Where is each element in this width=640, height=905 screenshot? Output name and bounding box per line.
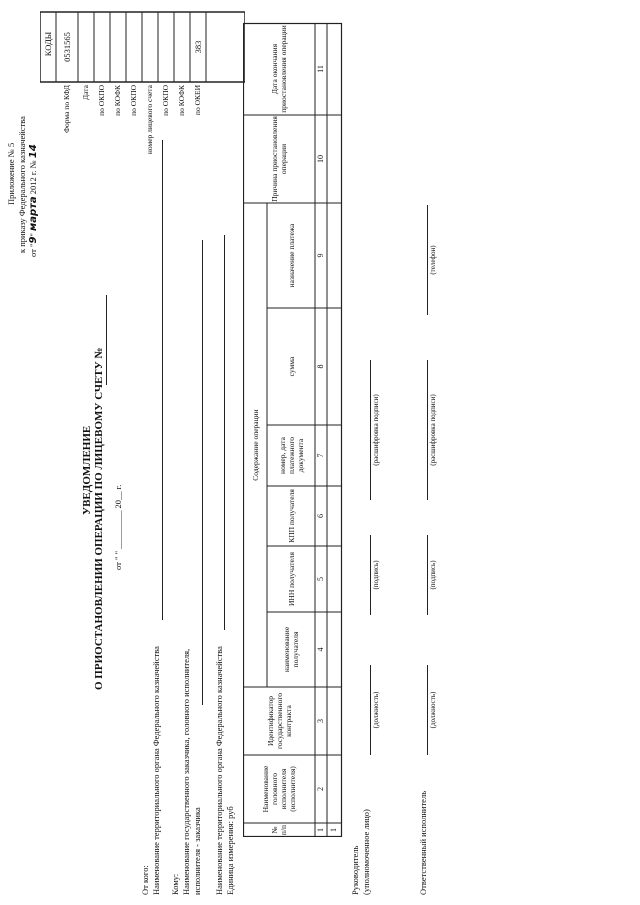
head-label: Руководитель — [350, 845, 360, 895]
col-header-purpose: назначение платежа — [286, 223, 296, 288]
codes-row-label: по КОФК — [113, 85, 122, 116]
codes-row-label: Дата — [81, 85, 90, 100]
unit-label: Единица измерения: руб — [225, 806, 235, 895]
doc-date-line: от " " _________ 20__ г. — [113, 484, 123, 570]
appendix-order: к приказу Федерального казначейства — [17, 116, 27, 253]
head-decode-caption: (расшифровка подписи) — [372, 394, 380, 466]
doc-title: УВЕДОМЛЕНИЕ — [81, 425, 93, 515]
from-org-label: Наименование территориального органа Федерального казначейства — [151, 646, 161, 895]
codes-row-label: номер лицевого счета — [145, 85, 154, 155]
doc-subtitle: О ПРИОСТАНОВЛЕНИИ ОПЕРАЦИИ ПО ЛИЦЕВОМУ СЧЕТУ № — [93, 347, 105, 690]
codes-row-value: 0531565 — [62, 32, 72, 62]
column-number: 4 — [316, 647, 325, 652]
column-number: 10 — [316, 155, 325, 163]
codes-header: КОДЫ — [43, 31, 53, 57]
to-customer-label: Наименование государственного заказчика, головного исполнителя, — [181, 648, 191, 895]
col-header-sum: сумма — [286, 356, 296, 377]
codes-row-label: по ОКПО — [129, 85, 138, 116]
codes-row-label: Форма по КФД — [62, 85, 71, 133]
row-number: 1 — [329, 828, 338, 832]
head-sublabel: (уполномоченное лицо) — [361, 809, 371, 895]
column-number: 3 — [316, 719, 325, 723]
col-header-kpp: КПП получателя — [286, 489, 296, 543]
column-number: 6 — [316, 514, 325, 518]
codes-row-label: по ОКПО — [161, 85, 170, 116]
column-number: 5 — [316, 577, 325, 581]
to-org-label: Наименование территориального органа Федерального казначейства — [214, 646, 224, 895]
col-header-no: № п/п — [270, 824, 288, 836]
column-number: 2 — [316, 787, 325, 791]
col-header-reason: Причина приостановления операции — [270, 116, 288, 202]
appendix-date: от "9" марта 2012 г. № 14 — [28, 144, 39, 257]
responsible-label: Ответственный исполнитель — [418, 790, 428, 895]
codes-row-label: по ОКПО — [97, 85, 106, 116]
codes-row-value: 383 — [193, 40, 203, 54]
resp-post-caption: (должность) — [429, 691, 437, 729]
column-number: 9 — [316, 253, 325, 258]
col-header-inn: ИНН получателя — [286, 552, 296, 606]
appendix-title: Приложение № 5 — [6, 142, 16, 205]
resp-decode-caption: (расшифровка подписи) — [429, 394, 437, 466]
col-header-end-date: Дата окончания приостановления операции — [270, 25, 288, 113]
col-header-operation-group: Содержание операции — [250, 409, 260, 481]
col-header-recipient-name: наименование получателя — [282, 626, 300, 673]
resp-sign-caption: (подпись) — [429, 560, 437, 590]
to-customer-label-2: исполнителя - заказчика — [192, 807, 202, 895]
to-label: Кому: — [170, 873, 180, 895]
column-number: 7 — [316, 453, 325, 458]
column-number: 8 — [316, 364, 325, 369]
column-number: 1 — [316, 828, 325, 832]
col-header-contract: Идентификатор государственного контракта — [265, 692, 293, 750]
codes-row-label: по ОКЕИ — [193, 85, 202, 116]
handwritten-day: 9 — [28, 236, 39, 244]
codes-row-label: по КОФК — [177, 85, 186, 116]
head-sign-caption: (подпись) — [372, 560, 380, 590]
handwritten-number: 14 — [28, 144, 39, 159]
column-number: 11 — [316, 65, 325, 73]
from-label: От кого: — [140, 865, 150, 895]
handwritten-month: марта — [28, 196, 39, 231]
col-header-executor: Наименование головного исполнителя (исполнителя) — [261, 765, 297, 813]
resp-phone-caption: (телефон) — [429, 245, 437, 275]
col-header-doc-number: номер, дата платежного документа — [277, 436, 305, 475]
head-post-caption: (должность) — [372, 691, 380, 729]
